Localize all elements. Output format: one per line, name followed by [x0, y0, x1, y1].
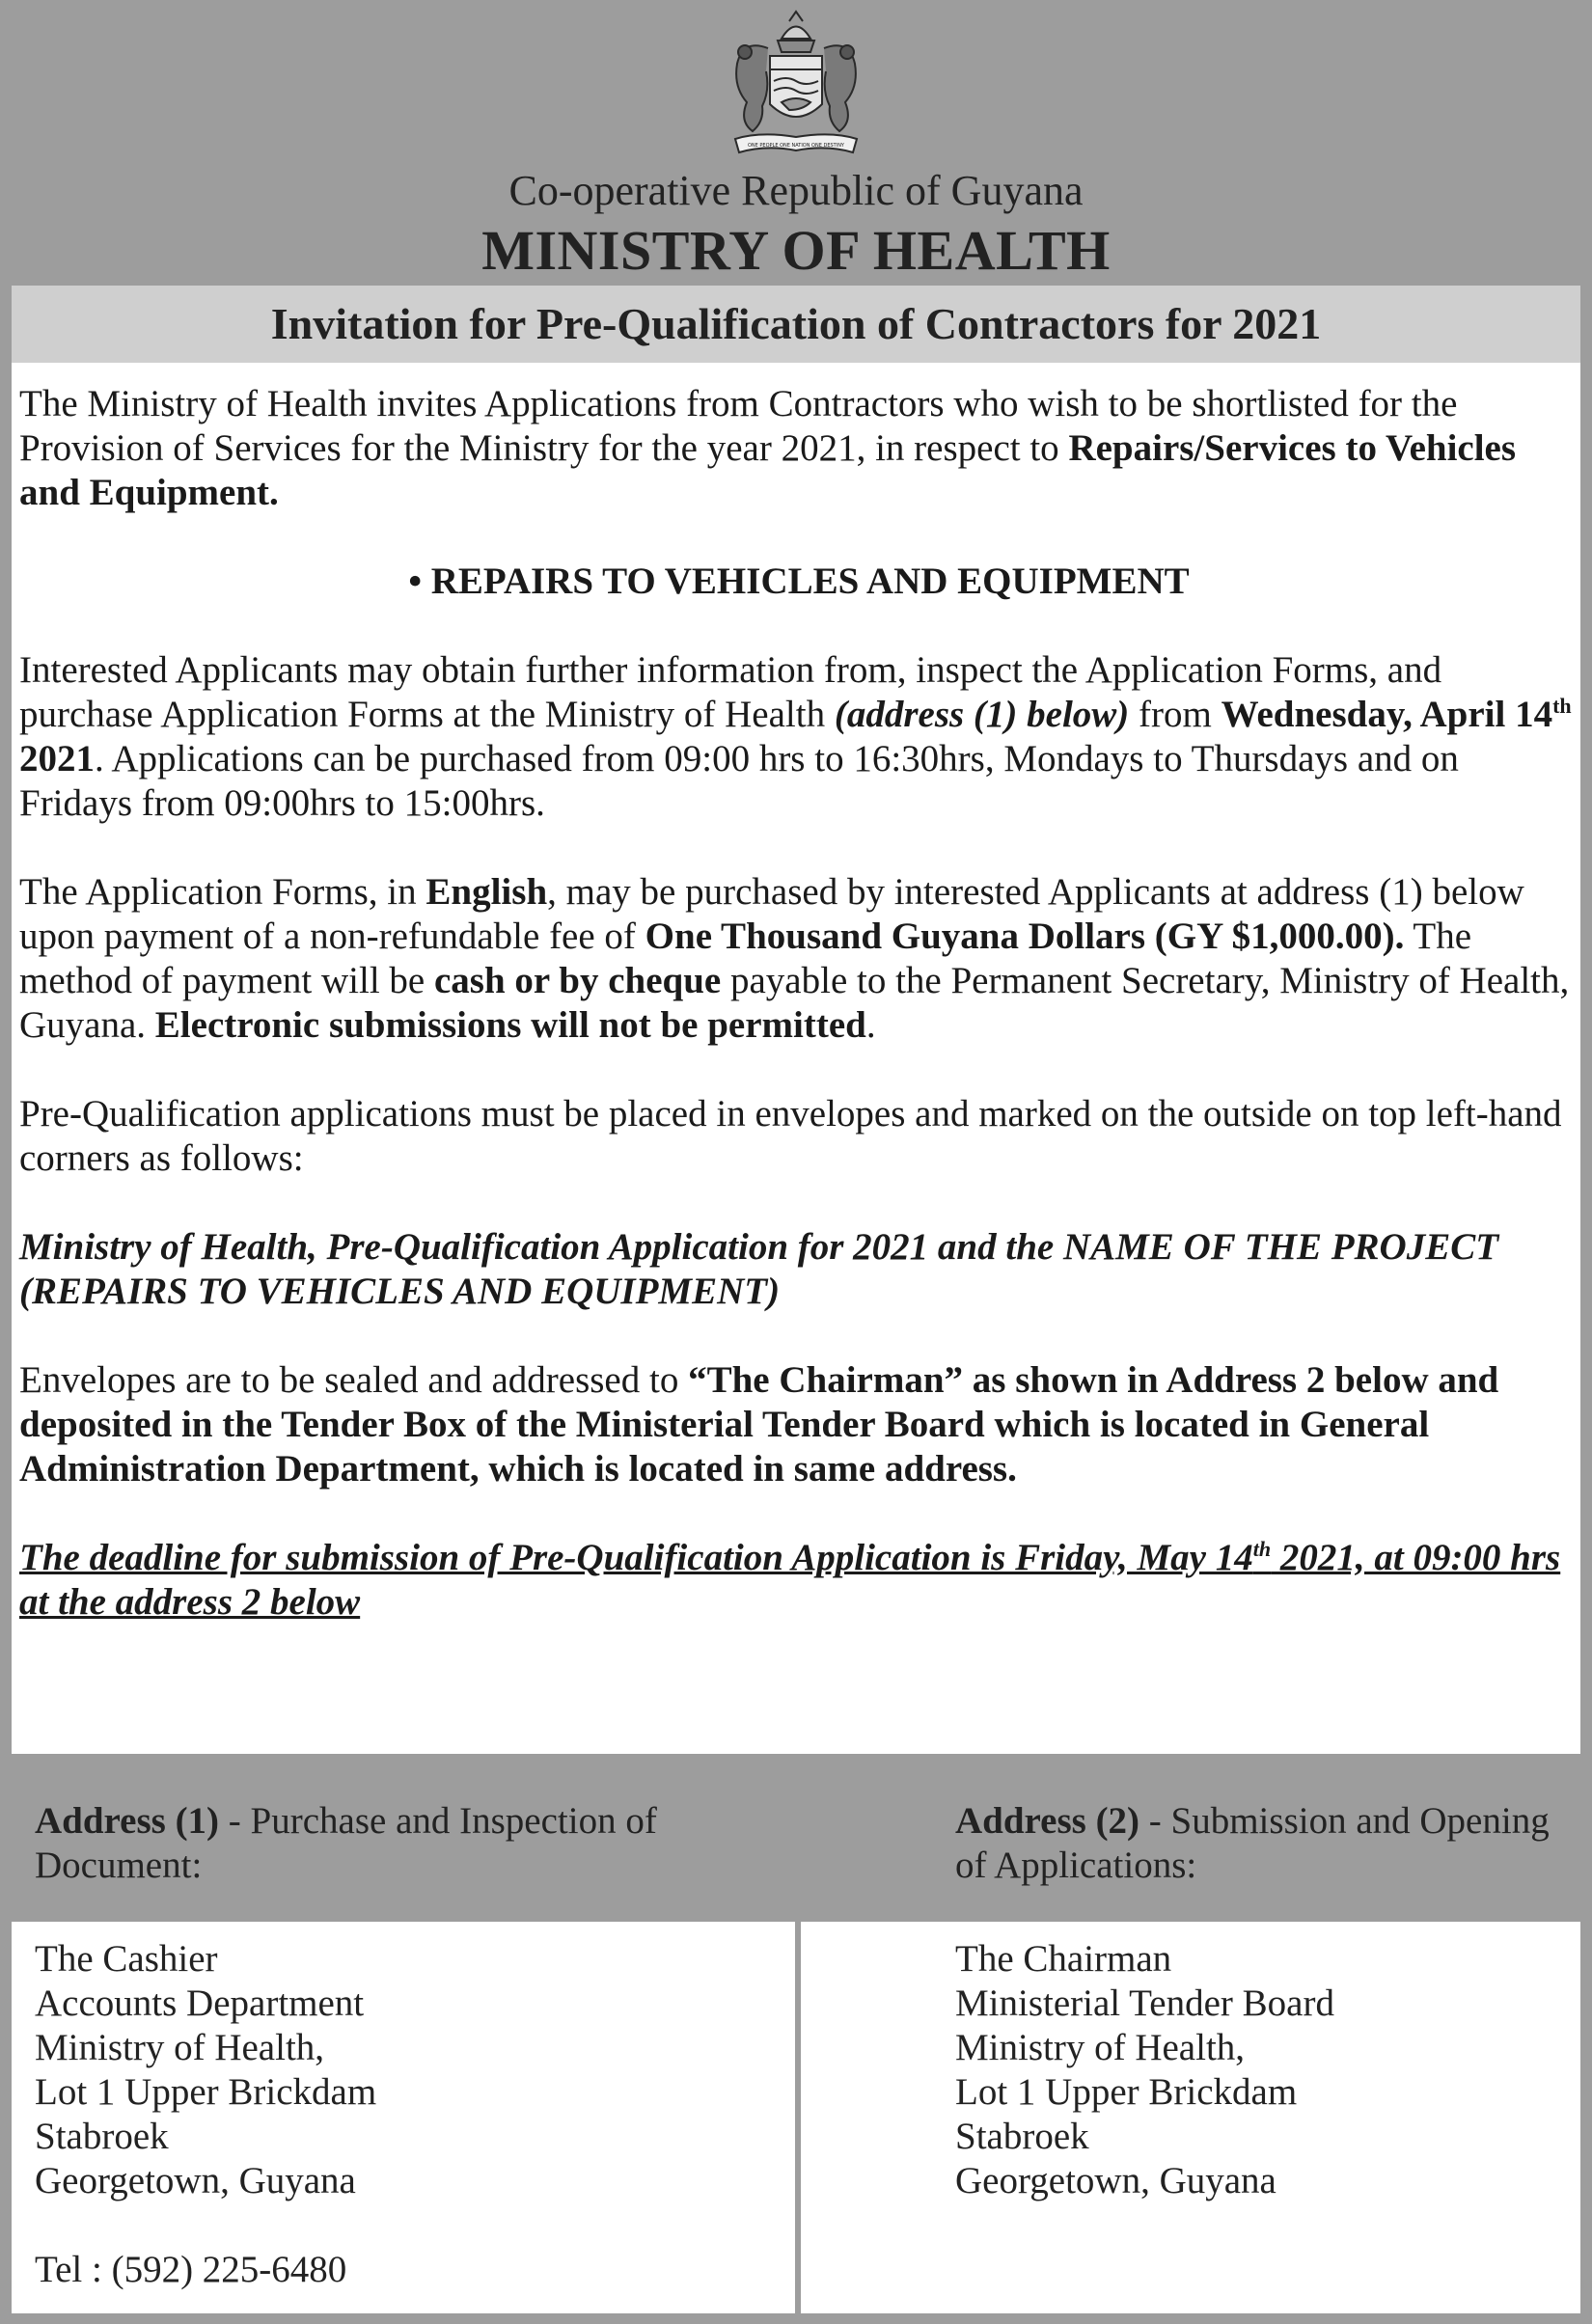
address-line: Stabroek	[955, 2116, 1089, 2157]
ministry-name: MINISTRY OF HEALTH	[481, 219, 1111, 282]
crest-motto: ONE PEOPLE ONE NATION ONE DESTINY	[747, 143, 845, 149]
telephone-number: Tel : (592) 225-6480	[35, 2249, 347, 2290]
guyana-coat-of-arms-icon	[714, 10, 878, 166]
sealing-paragraph: Envelopes are to be sealed and addressed to “The Chairman” as shown in Address 2 below and deposited in the Tender Box of the Ministerial Tender Board which is located in General Administration Department, which is located in same address.	[19, 1359, 1499, 1490]
intro-paragraph: The Ministry of Health invites Applications from Contractors who wish to be shortlisted for the Provision of Services for the Ministry for the year 2021, in respect to Repairs/Services to Vehicles and Equipment.	[19, 383, 1517, 513]
address-line: The Chairman	[955, 1938, 1172, 1980]
address-line: Ministerial Tender Board	[955, 1982, 1334, 2024]
address-line: Lot 1 Upper Brickdam	[955, 2071, 1298, 2113]
address-line: Georgetown, Guyana	[35, 2160, 356, 2201]
main-notice-panel	[12, 286, 1580, 1754]
republic-name: Co-operative Republic of Guyana	[508, 167, 1084, 214]
address-line: Ministry of Health,	[955, 2027, 1246, 2068]
notice-title: Invitation for Pre-Qualification of Contractors for 2021	[12, 286, 1580, 363]
information-paragraph: Interested Applicants may obtain further information from, inspect the Application Forms, and purchase Application Forms at the Ministry of Health (address (1) below) from Wednesday, April 14th 2021. Applications can be purchased from 09:00 hrs to 16:30hrs, Mondays to Thursdays and on Fridays from 09:00hrs to 15:00hrs.	[19, 649, 1572, 824]
service-heading: • REPAIRS TO VEHICLES AND EQUIPMENT	[408, 560, 1190, 602]
address-line: Stabroek	[35, 2116, 169, 2157]
address-line: Georgetown, Guyana	[955, 2160, 1276, 2201]
envelope-marking-text: Ministry of Health, Pre-Qualification Application for 2021 and the NAME OF THE PROJECT (REPAIRS TO VEHICLES AND EQUIPMENT)	[19, 1226, 1499, 1312]
address-line: The Cashier	[35, 1938, 218, 1980]
address-line: Ministry of Health,	[35, 2027, 325, 2068]
address-1-heading: Address (1) - Purchase and Inspection of Document:	[35, 1800, 657, 1886]
deadline-notice: The deadline for submission of Pre-Qualification Application is Friday, May 14th 2021, at 09:00 hrs at the address 2 below	[19, 1537, 1561, 1623]
address-2-lines	[955, 1937, 1334, 2203]
notice-body	[19, 382, 1578, 1669]
address-line: Accounts Department	[35, 1982, 365, 2024]
address-1-lines	[35, 1937, 376, 2203]
address-2-heading: Address (2) - Submission and Opening of Applications:	[955, 1800, 1550, 1886]
application-forms-paragraph: The Application Forms, in English, may be purchased by interested Applicants at address (1) below upon payment of a non-refundable fee of One Thousand Guyana Dollars (GY $1,000.00). The method of payment will be cash or by cheque payable to the Permanent Secretary, Ministry of Health, Guyana. Electronic submissions will not be permitted.	[19, 871, 1570, 1046]
address-line: Lot 1 Upper Brickdam	[35, 2071, 377, 2113]
envelope-instructions-paragraph: Pre-Qualification applications must be placed in envelopes and marked on the outside on top left-hand corners as follows:	[19, 1093, 1562, 1179]
